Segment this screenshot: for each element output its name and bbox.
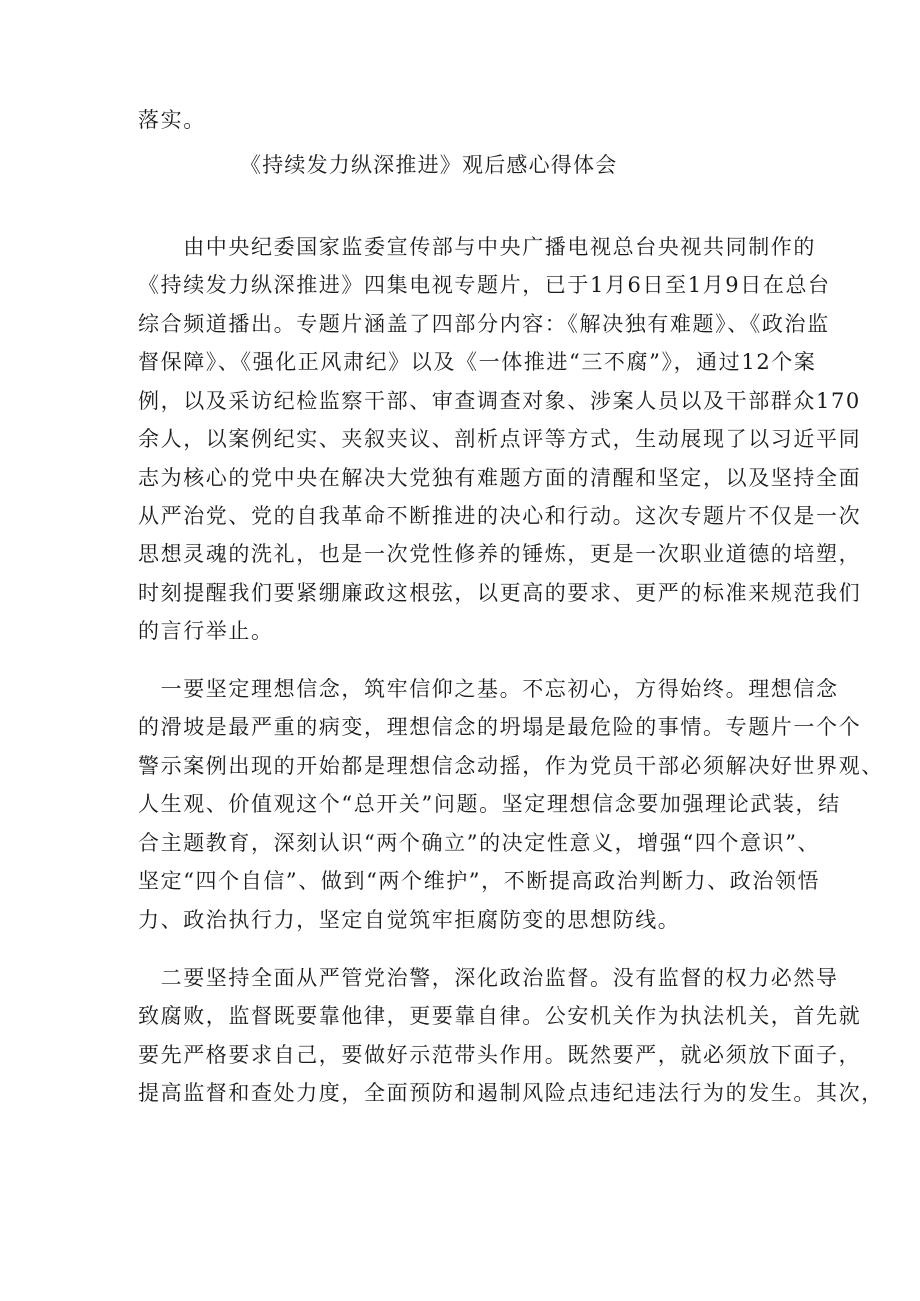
body-line: 时刻提醒我们要紧绷廉政这根弦，以更高的要求、更严的标准来规范我们	[138, 581, 862, 605]
body-line: 人生观、价值观这个“总开关”问题。坚定理想信念要加强理论武装，结	[138, 792, 841, 816]
body-line: 的言行举止。	[138, 619, 274, 643]
body-line: 志为核心的党中央在解决大党独有难题方面的清醒和坚定，以及坚持全面	[138, 466, 862, 490]
body-line: 余人，以案例纪实、夹叙夹议、剖析点评等方式，生动展现了以习近平同	[138, 427, 862, 451]
body-line: 《持续发力纵深推进》四集电视专题片，已于1月6日至1月9日在总台	[138, 273, 831, 297]
body-line: 督保障》、《强化正风肃纪》以及《一体推进“三不腐”》，通过12个案	[138, 350, 817, 374]
body-line: 由中央纪委国家监委宣传部与中央广播电视总台央视共同制作的	[138, 235, 816, 259]
body-line: 思想灵魂的洗礼，也是一次党性修养的锤炼，更是一次职业道德的培塑，	[138, 542, 862, 566]
lead-in-text: 落实。	[138, 108, 206, 132]
body-line: 提高监督和查处力度，全面预防和遏制风险点违纪违法行为的发生。其次，	[138, 1081, 884, 1105]
body-line: 的滑坡是最严重的病变，理想信念的坍塌是最危险的事情。专题片一个个	[138, 715, 862, 739]
body-line: 力、政治执行力，坚定自觉筑牢拒腐防变的思想防线。	[138, 908, 681, 932]
body-line: 综合频道播出。专题片涵盖了四部分内容：《解决独有难题》、《政治监	[138, 312, 830, 336]
body-line: 警示案例出现的开始都是理想信念动摇，作为党员干部必须解决好世界观、	[138, 754, 884, 778]
document-title: 《持续发力纵深推进》观后感心得体会	[240, 153, 618, 177]
body-line: 一要坚定理想信念，筑牢信仰之基。不忘初心，方得始终。理想信念	[138, 677, 839, 701]
body-line: 合主题教育，深刻认识“两个确立”的决定性意义，增强“四个意识”、	[138, 831, 821, 855]
body-line: 例，以及采访纪检监察干部、审查调查对象、涉案人员以及干部群众170	[138, 389, 861, 413]
body-line: 从严治党、党的自我革命不断推进的决心和行动。这次专题片不仅是一次	[138, 504, 862, 528]
body-line: 坚定“四个自信”、做到“两个维护”，不断提高政治判断力、政治领悟	[138, 869, 821, 893]
body-line: 二要坚持全面从严管党治警，深化政治监督。没有监督的权力必然导	[138, 966, 839, 990]
body-line: 致腐败，监督既要靠他律，更要靠自律。公安机关作为执法机关，首先就	[138, 1004, 862, 1028]
body-line: 要先严格要求自己，要做好示范带头作用。既然要严，就必须放下面子，	[138, 1043, 862, 1067]
